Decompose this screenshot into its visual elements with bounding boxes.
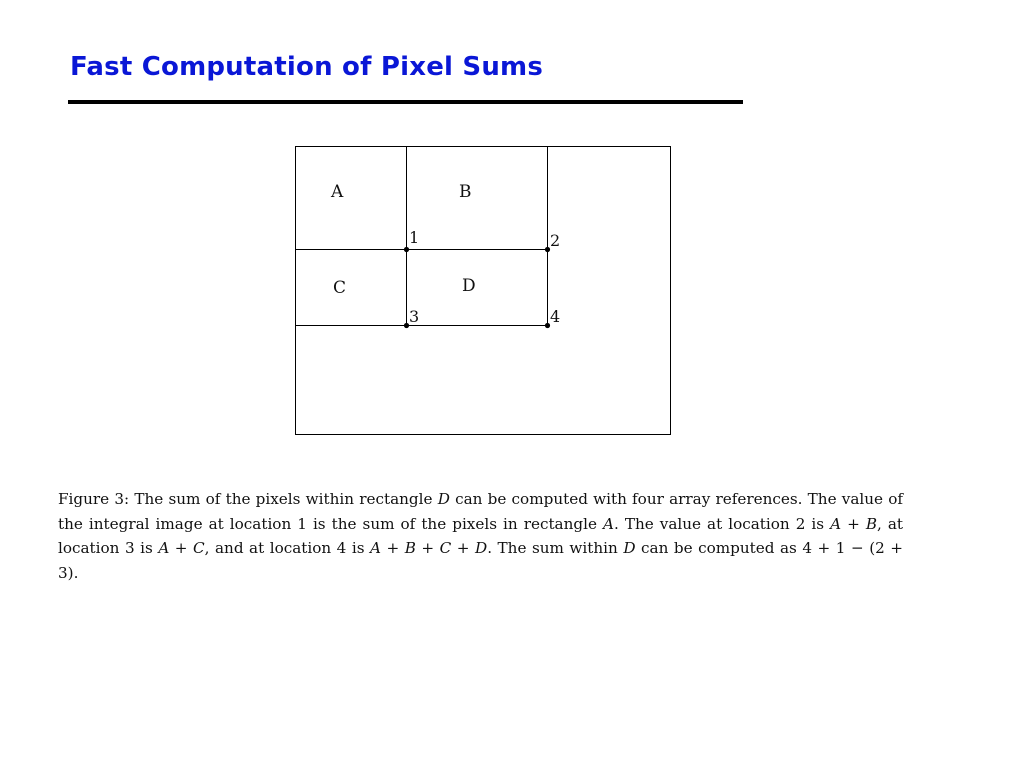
caption-text: can be computed as [641, 539, 797, 558]
caption-text: . [73, 564, 79, 583]
region-a-label: A [331, 182, 344, 202]
slide-title: Fast Computation of Pixel Sums [70, 52, 543, 82]
image-outline [296, 147, 671, 435]
math-expression: A + B + C + D [370, 539, 488, 558]
point-1-dot [404, 247, 409, 252]
math-expression: A + C [158, 539, 205, 558]
caption-text: The sum of the pixels within rectangle [134, 490, 433, 508]
region-d-label: D [462, 276, 476, 296]
math-var: D [437, 490, 450, 508]
math-expression: 4 + 1 − (2 + 3) [58, 539, 904, 583]
point-4-label: 4 [550, 307, 561, 326]
region-c-label: C [333, 278, 347, 298]
math-var: A [603, 514, 614, 533]
caption-text: can be computed with four array references. The value of the integral image at location 1 is the sum of the pixels in rectangle [58, 490, 904, 533]
region-b-label: B [459, 182, 472, 202]
point-3-label: 3 [409, 307, 420, 326]
caption-text: , at location 3 is [58, 514, 904, 558]
point-2-label: 2 [550, 231, 561, 250]
figure-caption [58, 487, 903, 586]
math-var: D [623, 539, 636, 558]
caption-text: , and at location 4 is [204, 539, 365, 558]
math-expression: A + B [830, 514, 877, 533]
caption-text: . The sum within [487, 539, 618, 558]
caption-text: . The value at location 2 is [613, 514, 825, 533]
point-1-label: 1 [409, 228, 420, 247]
figure-label: Figure 3: [58, 490, 130, 508]
